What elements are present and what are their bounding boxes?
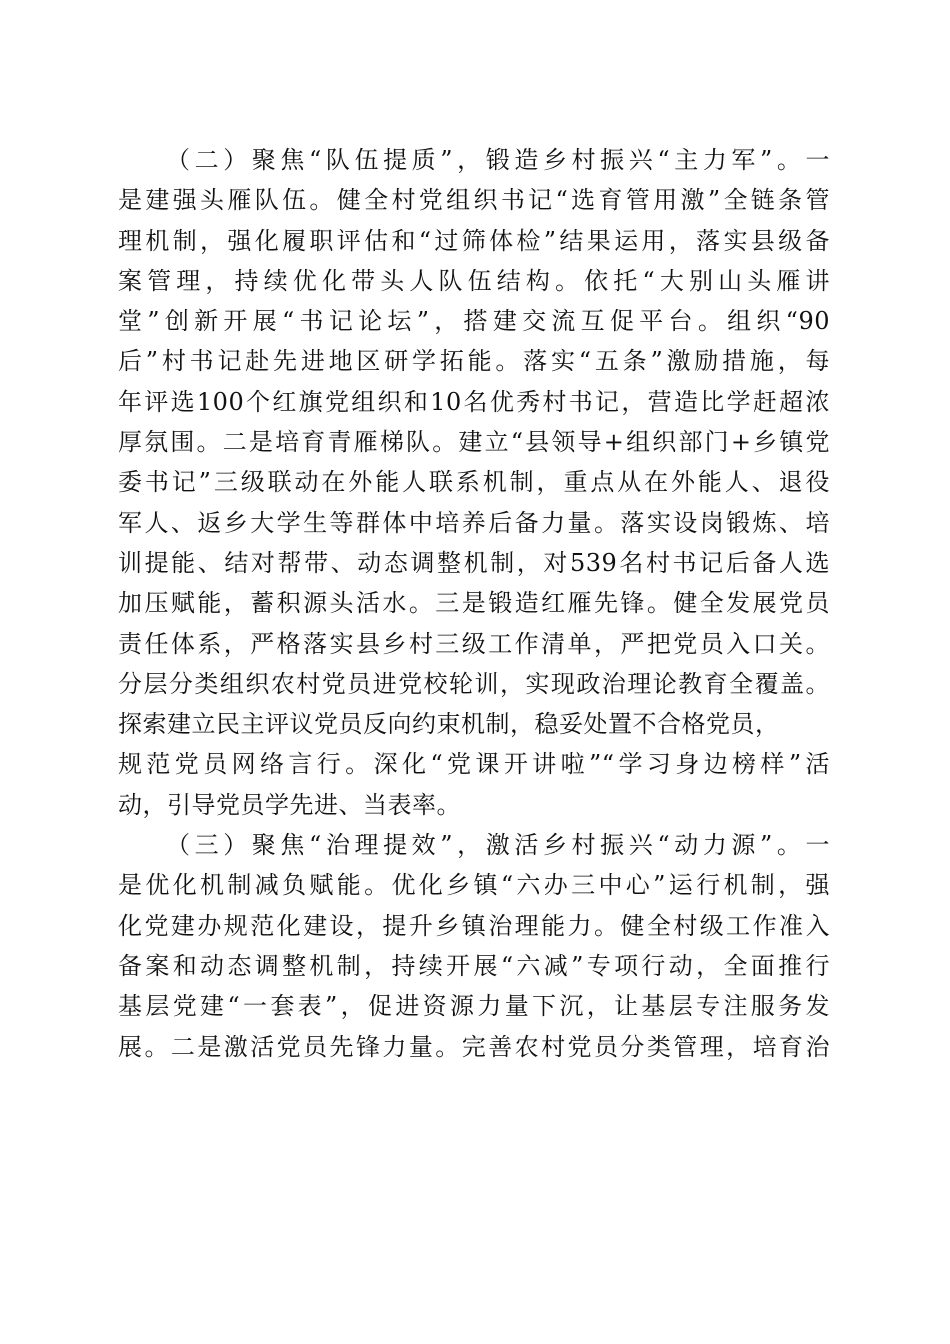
text-line: 年评选100个红旗党组织和10名优秀村书记，营造比学赶超浓 — [118, 387, 830, 416]
text-line: 堂”创新开展“书记论坛”，搭建交流互促平台。组织“90 — [118, 307, 830, 336]
text-line: 责任体系，严格落实县乡村三级工作清单，严把党员入口关。 — [118, 629, 830, 658]
text-line: 理机制，强化履职评估和“过筛体检”结果运用，落实县级备 — [118, 226, 830, 255]
text-line: 后”村书记赴先进地区研学拓能。落实“五条”激励措施，每 — [118, 347, 830, 376]
text-line: （二）聚焦“队伍提质”，锻造乡村振兴“主力军”。一 — [166, 146, 830, 174]
text-line: 基层党建“一套表”，促进资源力量下沉，让基层专注服务发 — [118, 992, 830, 1021]
text-line: 训提能、结对帮带、动态调整机制，对539名村书记后备人选 — [118, 548, 830, 577]
text-line: 化党建办规范化建设，提升乡镇治理能力。健全村级工作准入 — [118, 911, 830, 940]
text-line: 动，引导党员学先进、当表率。 — [118, 790, 461, 819]
paragraph-队伍提质 — [118, 140, 830, 825]
text-line: 案管理，持续优化带头人队伍结构。依托“大别山头雁讲 — [118, 266, 830, 295]
text-line: 规范党员网络言行。深化“党课开讲啦”“学习身边榜样”活 — [118, 750, 830, 779]
text-line: 军人、返乡大学生等群体中培养后备力量。落实设岗锻炼、培 — [118, 508, 830, 537]
text-line: 备案和动态调整机制，持续开展“六减”专项行动，全面推行 — [118, 951, 830, 980]
text-line: （三）聚焦“治理提效”，激活乡村振兴“动力源”。一 — [166, 831, 830, 860]
text-line: 展。二是激活党员先锋力量。完善农村党员分类管理，培育治 — [118, 1032, 830, 1061]
text-line: 是建强头雁队伍。健全村党组织书记“选育管用激”全链条管 — [118, 186, 830, 215]
text-line: 委书记”三级联动在外能人联系机制，重点从在外能人、退役 — [118, 468, 830, 497]
text-line: 厚氛围。二是培育青雁梯队。建立“县领导+组织部门+乡镇党 — [118, 428, 830, 457]
body-text — [118, 140, 830, 1067]
text-line: 是优化机制减负赋能。优化乡镇“六办三中心”运行机制，强 — [118, 871, 830, 900]
text-line: 探索建立民主评议党员反向约束机制，稳妥处置不合格党员， — [118, 710, 780, 739]
text-line: 加压赋能，蓄积源头活水。三是锻造红雁先锋。健全发展党员 — [118, 589, 830, 618]
paragraph-治理提效 — [118, 825, 830, 1067]
text-line: 分层分类组织农村党员进党校轮训，实现政治理论教育全覆盖。 — [118, 669, 830, 698]
